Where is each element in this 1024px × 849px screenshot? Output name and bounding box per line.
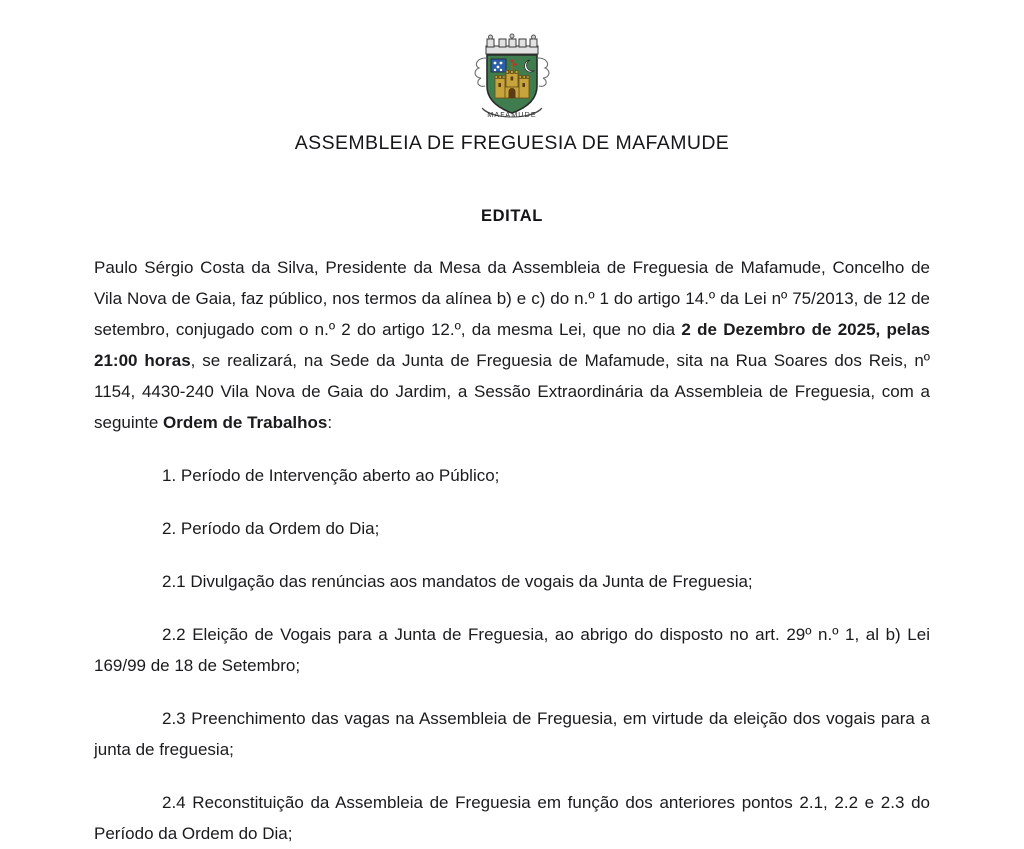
agenda-item: 2.3 Preenchimento das vagas na Assembleia de Freguesia, em virtude da eleição dos vogais para a junta de freguesia;	[94, 709, 930, 759]
agenda-item: 2. Período da Ordem do Dia;	[162, 519, 380, 538]
preamble-text-part-3: :	[327, 413, 333, 432]
agenda-item: 2.4 Reconstituição da Assembleia de Freguesia em função dos anteriores pontos 2.1, 2.2 e 2.3 do Período da Ordem do Dia;	[94, 793, 930, 843]
preamble-bold-agenda-label: Ordem de Trabalhos	[163, 413, 328, 432]
preamble-text-part-1: Paulo Sérgio Costa da Silva, Presidente da Mesa da Assembleia de Freguesia de Mafamude, Concelho de Vila Nova de Gaia, faz público, nos termos da alínea b) e c) do n.º 1 do artigo 14.º da Lei nº 75/2013, de 12 de setembro, conjugado com o n.º 2 do artigo 12.º, da mesma Lei, que no dia	[94, 258, 930, 339]
agenda-item: 2.1 Divulgação das renúncias aos mandatos de vogais da Junta de Freguesia;	[162, 572, 753, 591]
preamble-text-part-2: , se realizará, na Sede da Junta de Freguesia de Mafamude, sita na Rua Soares dos Reis, nº 1154, 4430-240 Vila Nova de Gaia do Jardim, a Sessão Extraordinária da Assembleia de Freguesia, com a seguinte	[94, 351, 930, 432]
agenda-item: 1. Período de Intervenção aberto ao Público;	[162, 466, 500, 485]
crest-container	[0, 0, 1024, 124]
agenda-item: 2.2 Eleição de Vogais para a Junta de Freguesia, ao abrigo do disposto no art. 29º n.º 1, al b) Lei 169/99 de 18 de Setembro;	[94, 625, 930, 675]
document-body	[94, 252, 930, 849]
organisation-title: ASSEMBLEIA DE FREGUESIA DE MAFAMUDE	[294, 132, 730, 154]
preamble-bold-date: 2 de Dezembro de 2025, pelas 21:00 horas	[94, 320, 931, 370]
coat-of-arms-icon	[460, 28, 564, 124]
crest-scroll-text: MAFAMUDE	[487, 110, 537, 119]
document-title: EDITAL	[481, 207, 543, 225]
preamble-paragraph	[94, 252, 930, 438]
agenda-list	[94, 460, 930, 849]
